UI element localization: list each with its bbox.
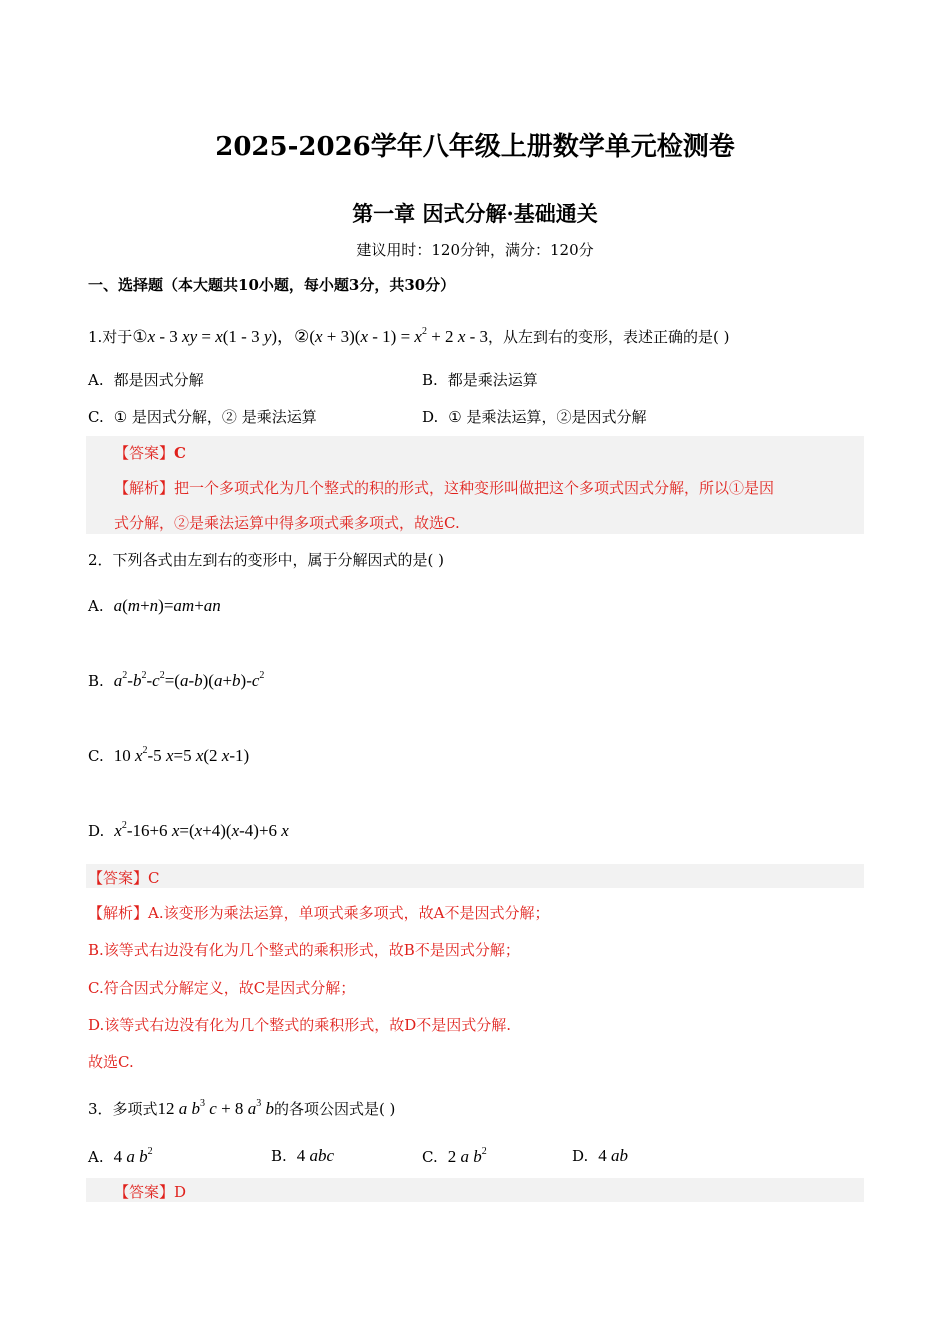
q1-option-d[interactable] bbox=[422, 406, 646, 427]
option-label: B. bbox=[271, 1147, 287, 1165]
option-label: D. bbox=[422, 408, 439, 426]
analysis-label: 【解析】 bbox=[114, 479, 175, 497]
q1-circle-2: ② bbox=[294, 327, 310, 347]
option-text: 都是乘法运算 bbox=[447, 371, 538, 389]
analysis-text: 把一个多项式化为几个整式的积的形式，这种变形叫做把这个多项式因式分解，所以①是因 bbox=[174, 479, 775, 497]
option-expression-render: $x^2-16+6$ x=(x+4)(x-4)+6 x bbox=[114, 820, 289, 840]
option-text: 都是因式分解 bbox=[113, 371, 204, 389]
q3-option-b[interactable] bbox=[271, 1146, 334, 1166]
q3-option-d[interactable] bbox=[572, 1146, 628, 1166]
q2-answer bbox=[88, 867, 160, 888]
analysis-text: A.该变形为乘法运算，单项式乘多项式，故A不是因式分解； bbox=[148, 904, 550, 922]
option-expression-render: 4 ab bbox=[598, 1146, 629, 1165]
question-3-stem bbox=[88, 1098, 395, 1119]
option-expression-render: 4 abc bbox=[296, 1146, 335, 1165]
q3-answer-box bbox=[86, 1178, 864, 1202]
q1-expression-1-render: x - 3 xy = x(1 - 3 y)， bbox=[147, 327, 295, 346]
q3-prefix: 3．多项式 bbox=[88, 1100, 158, 1118]
option-expression-render: 10 $x^2-5$ x=5 x(2 x-1) bbox=[113, 745, 250, 765]
chapter-subtitle: 第一章 因式分解·基础通关 bbox=[352, 201, 598, 226]
option-label: B. bbox=[88, 672, 104, 690]
q3-suffix: 的各项公因式是( ) bbox=[273, 1100, 396, 1118]
option-expression-render: $a^2-b^2-c^2=(a-b)(a+b)-c^2$ bbox=[113, 670, 265, 690]
option-label: C. bbox=[422, 1148, 438, 1166]
q2-analysis-line-5: 故选C. bbox=[88, 1053, 134, 1071]
q1-expression-2-render: $(x + 3)(x - 1) = x^2 + 2$ x - 3 bbox=[309, 326, 489, 346]
answer-value: D bbox=[174, 1183, 187, 1201]
q2-analysis-line-1 bbox=[88, 902, 549, 923]
option-label: D. bbox=[572, 1147, 589, 1165]
q1-analysis-line-1 bbox=[114, 477, 774, 498]
q1-option-b[interactable] bbox=[422, 369, 538, 390]
option-text: ① 是乘法运算，②是因式分解 bbox=[448, 408, 647, 426]
option-label: B. bbox=[422, 371, 438, 389]
q2-analysis-line-4: D.该等式右边没有化为几个整式的乘积形式，故D不是因式分解. bbox=[88, 1016, 512, 1034]
q2-option-c[interactable] bbox=[88, 745, 249, 766]
q2-option-b[interactable] bbox=[88, 670, 264, 691]
q2-analysis-line-2: B.该等式右边没有化为几个整式的乘积形式，故B不是因式分解； bbox=[88, 941, 520, 959]
q1-circle-1: ① bbox=[132, 327, 148, 347]
option-expression-render: a(m+n)=am+an bbox=[113, 596, 221, 615]
q3-option-c[interactable] bbox=[422, 1146, 487, 1167]
answer-value: C bbox=[174, 444, 186, 462]
option-label: C. bbox=[88, 408, 104, 426]
option-label: A. bbox=[88, 597, 104, 615]
q3-expression-render: 12 a $b^3$ c + 8 $a^3$ b bbox=[157, 1098, 274, 1118]
q1-option-c[interactable] bbox=[88, 406, 317, 427]
option-expression-render: 4 a $b^2$ bbox=[113, 1146, 153, 1166]
answer-value: C bbox=[148, 869, 160, 887]
q1-answer bbox=[114, 442, 186, 463]
option-label: D. bbox=[88, 822, 105, 840]
option-text: ① 是因式分解，② 是乘法运算 bbox=[113, 408, 317, 426]
question-1-stem bbox=[88, 322, 730, 347]
analysis-label: 【解析】 bbox=[88, 904, 149, 922]
q1-prefix: 1.对于 bbox=[88, 328, 133, 346]
q2-option-a[interactable] bbox=[88, 596, 221, 616]
option-label: A. bbox=[88, 371, 104, 389]
q2-analysis-line-3: C.符合因式分解定义，故C是因式分解； bbox=[88, 979, 356, 997]
q2-answer-box bbox=[86, 864, 864, 888]
q3-answer bbox=[114, 1181, 186, 1202]
section-heading: 一、选择题（本大题共10小题，每小题3分，共30分） bbox=[88, 276, 456, 294]
q3-option-a[interactable] bbox=[88, 1146, 153, 1167]
answer-label: 【答案】 bbox=[88, 869, 149, 887]
question-2-stem: 2．下列各式由左到右的变形中，属于分解因式的是( ) bbox=[88, 551, 445, 569]
q1-option-a[interactable] bbox=[88, 369, 204, 390]
q2-option-d[interactable] bbox=[88, 820, 289, 841]
option-label: C. bbox=[88, 747, 104, 765]
page-title: 2025-2026学年八年级上册数学单元检测卷 bbox=[215, 132, 735, 162]
q1-suffix: ，从左到右的变形，表述正确的是( ) bbox=[488, 328, 730, 346]
answer-label: 【答案】 bbox=[114, 444, 175, 462]
answer-label: 【答案】 bbox=[114, 1183, 175, 1201]
option-expression-render: 2 a $b^2$ bbox=[447, 1146, 487, 1166]
exam-meta: 建议用时：120分钟，满分：120分 bbox=[356, 241, 594, 259]
option-label: A. bbox=[88, 1148, 104, 1166]
q1-analysis-line-2: 式分解，②是乘法运算中得多项式乘多项式，故选C. bbox=[114, 514, 460, 532]
